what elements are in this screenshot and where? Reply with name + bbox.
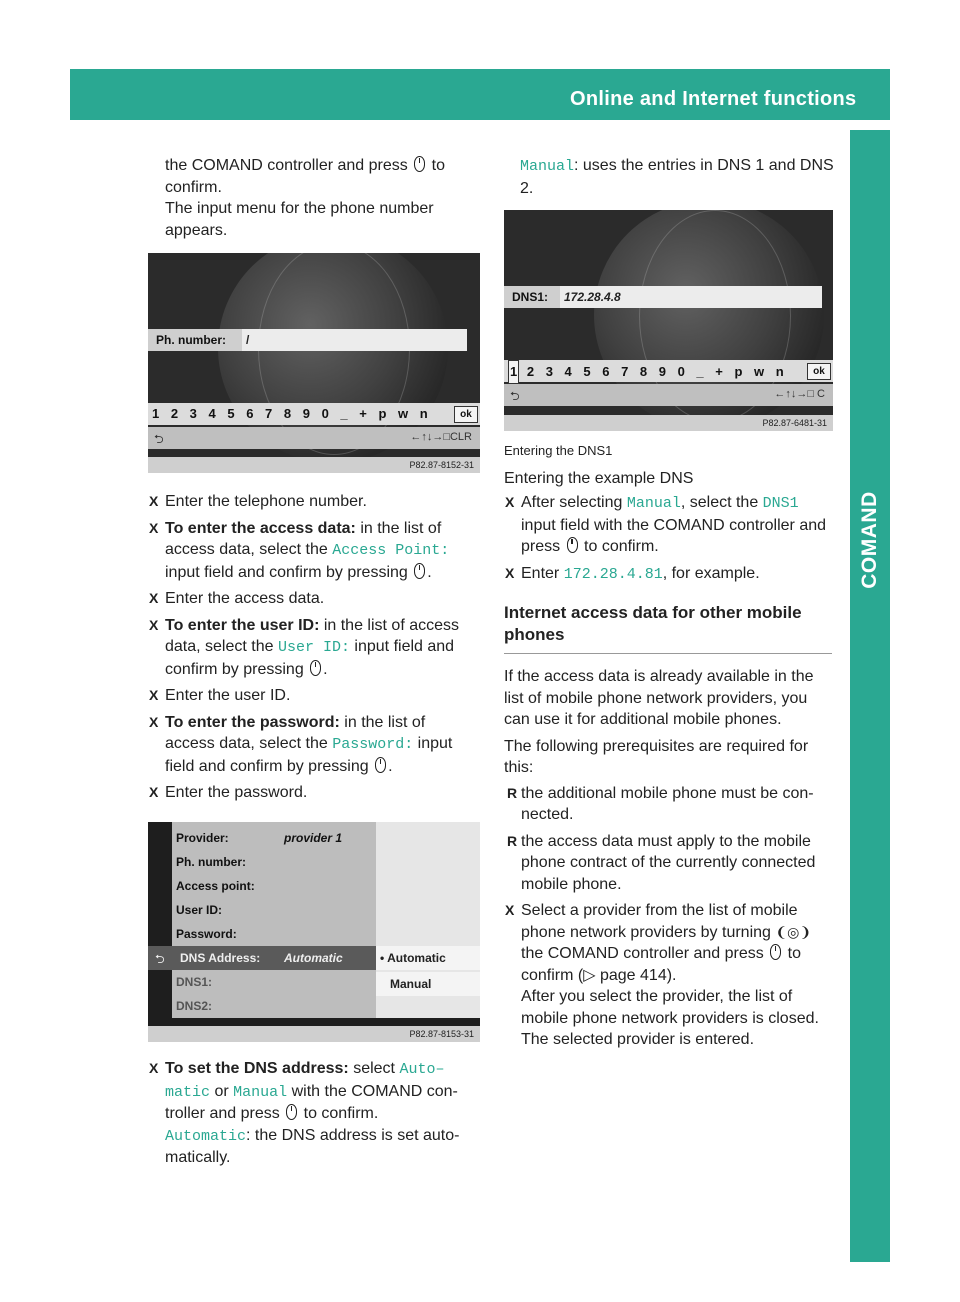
step-text: Enter the user ID. bbox=[165, 687, 291, 704]
step-marker: X bbox=[505, 494, 515, 510]
press-controller-icon bbox=[414, 563, 425, 579]
step-marker: X bbox=[149, 519, 159, 536]
header-divider bbox=[901, 69, 904, 120]
code-ip: 172.28.4.81 bbox=[563, 565, 663, 583]
step-enter-access bbox=[148, 588, 488, 610]
code-manual: Manual bbox=[626, 495, 681, 512]
toolbar bbox=[504, 384, 833, 406]
access-data-menu-screen bbox=[148, 822, 480, 1042]
code-access-point: Access Point: bbox=[332, 542, 450, 559]
para-line: list of mobile phone network providers, you bbox=[504, 689, 808, 707]
row-label: Provider: bbox=[176, 831, 229, 845]
option-manual[interactable]: Manual bbox=[376, 972, 480, 996]
menu-row-access-point[interactable]: Access point: bbox=[176, 879, 255, 893]
dns-row-highlight[interactable] bbox=[148, 946, 376, 970]
code-automatic-b: matic bbox=[165, 1083, 211, 1101]
selected-key[interactable]: 1 bbox=[508, 360, 519, 384]
image-code: P82.87-8153-31 bbox=[148, 1026, 480, 1042]
side-tab bbox=[850, 480, 890, 600]
step-text: Select a provider from the list of mobile bbox=[521, 902, 798, 919]
step-text: matically. bbox=[165, 1149, 231, 1166]
phone-number-field[interactable]: / bbox=[242, 329, 467, 351]
menu-row-provider[interactable] bbox=[176, 826, 376, 850]
bullet-marker: R bbox=[507, 784, 518, 801]
dns1-entry-screen bbox=[504, 210, 833, 431]
page-header bbox=[70, 69, 949, 120]
menu-row-password[interactable]: Password: bbox=[176, 927, 237, 941]
step-text: mobile phone network providers is closed. bbox=[521, 1009, 819, 1027]
phone-number-screen bbox=[148, 253, 480, 473]
step-text: input field and confirm by pressing bbox=[165, 563, 413, 581]
char-keyboard[interactable] bbox=[504, 360, 833, 382]
intro-line4: appears. bbox=[165, 221, 228, 239]
step-bold: To enter the password: bbox=[165, 713, 340, 731]
menu-row-dns2: DNS2: bbox=[176, 999, 213, 1013]
image-code: P82.87-8152-31 bbox=[148, 457, 480, 473]
step-text: in the list of bbox=[355, 519, 442, 537]
bullet-text: the additional mobile phone must be con- bbox=[521, 784, 814, 802]
left-steps-1 bbox=[148, 486, 488, 804]
step-text: to confirm. bbox=[299, 1105, 379, 1122]
intro-line2: confirm. bbox=[165, 178, 222, 196]
step-text: in the list of access bbox=[319, 616, 460, 634]
step-marker: X bbox=[149, 713, 159, 730]
step-text: field and confirm by pressing bbox=[165, 757, 374, 775]
step-text: After you select the provider, the list of bbox=[521, 988, 793, 1005]
cursor-tools[interactable]: ←↑↓→□CLR bbox=[410, 431, 472, 443]
para-line: If the access data is already available in the bbox=[504, 668, 814, 685]
dns1-field[interactable]: 172.28.4.8 bbox=[560, 286, 822, 308]
code-user-id: User ID: bbox=[277, 639, 350, 656]
page-number: 417 bbox=[917, 88, 949, 109]
manual-description bbox=[520, 155, 840, 199]
step-enter-user bbox=[148, 685, 488, 707]
para-line: can use it for additional mobile phones. bbox=[504, 711, 782, 728]
cursor-tools[interactable]: ←↑↓→□ C bbox=[774, 388, 825, 400]
step-text: input field and bbox=[349, 638, 455, 655]
provider-value: provider 1 bbox=[284, 831, 343, 845]
step-text: press bbox=[521, 538, 565, 555]
step-marker: X bbox=[149, 493, 159, 509]
step-text: data, select the bbox=[165, 638, 278, 655]
intro-text: the COMAND controller and press bbox=[165, 157, 413, 174]
heading-line: Internet access data for other mobile bbox=[504, 603, 802, 622]
step-marker: X bbox=[505, 902, 515, 918]
desc-text-2: 2. bbox=[520, 179, 534, 197]
paragraph-2 bbox=[504, 736, 840, 779]
toolbar bbox=[148, 427, 480, 449]
field-label: DNS1: bbox=[504, 286, 560, 308]
dns-label: DNS Address: bbox=[180, 951, 261, 965]
menu-row-user-id[interactable]: User ID: bbox=[176, 903, 223, 917]
step-text: Enter the telephone number. bbox=[165, 493, 367, 510]
image-caption: Entering the DNS1 bbox=[504, 443, 613, 458]
corner-tile bbox=[850, 1222, 890, 1262]
code-automatic: Automatic bbox=[165, 1127, 247, 1145]
bullet-text: mobile phone. bbox=[521, 875, 622, 893]
step-text: with the COMAND con- bbox=[287, 1082, 458, 1100]
step-text: Enter the access data. bbox=[165, 590, 325, 607]
step-marker: X bbox=[149, 687, 159, 703]
step-text: Enter bbox=[521, 564, 564, 582]
step-bold: To enter the access data: bbox=[165, 519, 356, 537]
bullet-text: phone contract of the currently connected bbox=[521, 854, 816, 871]
desc-text: : uses the entries in DNS 1 and DNS bbox=[574, 157, 834, 174]
ok-button[interactable]: ok bbox=[807, 363, 831, 380]
ok-button[interactable]: ok bbox=[454, 406, 478, 423]
step-text: access data, select the bbox=[165, 735, 333, 752]
bullet-text: nected. bbox=[521, 806, 574, 823]
step-text: confirm by pressing bbox=[165, 660, 309, 678]
side-tab-label: COMAND bbox=[858, 491, 881, 589]
step-text: troller and press bbox=[165, 1105, 285, 1122]
step-bold: To enter the user ID: bbox=[165, 616, 320, 634]
step-marker: X bbox=[149, 1060, 159, 1076]
press-controller-icon bbox=[567, 537, 578, 553]
bullet-marker: R bbox=[507, 832, 518, 849]
menu-row-dns1: DNS1: bbox=[176, 975, 213, 989]
step-marker: X bbox=[505, 564, 515, 581]
step-select-provider bbox=[504, 900, 840, 1051]
back-icon[interactable]: ⮌ bbox=[155, 952, 165, 966]
step-text: phone network providers by turning bbox=[521, 923, 776, 941]
step-text: input field with the COMAND controller and bbox=[521, 516, 827, 534]
step-text: , for example. bbox=[662, 564, 760, 582]
step-text: or bbox=[210, 1082, 234, 1100]
code-automatic-a: Auto– bbox=[399, 1061, 445, 1078]
step-text: The selected provider is entered. bbox=[521, 1031, 755, 1048]
image-code: P82.87-6481-31 bbox=[504, 415, 833, 431]
heading-line: phones bbox=[504, 625, 565, 644]
press-controller-icon bbox=[375, 757, 386, 773]
step-select-dns1 bbox=[504, 492, 840, 558]
step-text: After selecting bbox=[521, 494, 627, 511]
para-line: The following prerequisites are required for bbox=[504, 737, 809, 755]
press-controller-icon bbox=[286, 1104, 297, 1120]
step-access-data: X To enter the access data: in the list of access data, select the Access Point: input field and confirm by pressing . bbox=[149, 519, 450, 581]
step-dns-address bbox=[148, 1058, 488, 1169]
press-controller-icon bbox=[414, 156, 425, 172]
step-enter-phone bbox=[148, 491, 488, 513]
step-text: in the list of bbox=[339, 713, 426, 731]
step-text: Enter the password. bbox=[165, 784, 308, 801]
step-text: to bbox=[783, 945, 801, 962]
press-controller-icon bbox=[770, 944, 781, 960]
step-marker: X bbox=[149, 616, 159, 633]
para-line: this: bbox=[504, 759, 534, 776]
step-enter-password bbox=[148, 782, 488, 804]
dns-value: Automatic bbox=[284, 951, 343, 965]
menu-row-ph-number[interactable]: Ph. number: bbox=[176, 855, 247, 869]
step-text: access data, select the bbox=[165, 541, 333, 558]
paragraph-1 bbox=[504, 666, 840, 731]
bullet-connected bbox=[504, 783, 840, 826]
key-row: 2 3 4 5 6 7 8 9 0 _ + p w n bbox=[526, 364, 788, 379]
intro-text-b: to bbox=[427, 157, 445, 174]
left-steps-2 bbox=[148, 1053, 488, 1169]
step-text: input bbox=[413, 735, 453, 752]
step-password: X To enter the password: in the list of access data, select the Password: input field and confirm by pressing . bbox=[149, 713, 453, 775]
back-icon[interactable]: ⮌ bbox=[510, 389, 520, 403]
step-text: to confirm. bbox=[579, 538, 659, 555]
char-keyboard[interactable]: 1 2 3 4 5 6 7 8 9 0 _ + p w n bbox=[148, 403, 480, 425]
code-manual: Manual bbox=[520, 158, 575, 175]
step-text: select bbox=[348, 1060, 400, 1077]
section-title: Online and Internet functions bbox=[570, 88, 857, 110]
code-password: Password: bbox=[332, 736, 414, 753]
bullet-contract bbox=[504, 831, 840, 896]
subheading: Entering the example DNS bbox=[504, 469, 694, 487]
press-controller-icon bbox=[310, 660, 321, 676]
step-bold: To set the DNS address: bbox=[165, 1060, 349, 1077]
step-text: , select the bbox=[680, 494, 763, 511]
side-tab-band bbox=[850, 130, 890, 1222]
step-marker: X bbox=[149, 590, 159, 606]
step-marker: X bbox=[149, 784, 159, 800]
field-label: Ph. number: bbox=[148, 329, 242, 351]
step-user-id: X To enter the user ID: in the list of access data, select the User ID: input field and confirm by pressing . bbox=[149, 616, 460, 678]
step-enter-ip bbox=[504, 563, 840, 586]
left-intro bbox=[148, 155, 488, 241]
heading-rule bbox=[504, 653, 832, 654]
right-body bbox=[504, 440, 840, 1051]
intro-line3: The input menu for the phone number bbox=[165, 200, 434, 217]
step-text: the COMAND controller and press bbox=[521, 945, 769, 962]
turn-controller-icon: ❨◎❩ bbox=[775, 923, 812, 940]
bullet-text: the access data must apply to the mobile bbox=[521, 832, 811, 850]
code-dns1: DNS1 bbox=[762, 495, 799, 512]
section-heading bbox=[504, 602, 840, 646]
step-text: : the DNS address is set auto- bbox=[246, 1126, 460, 1144]
option-automatic[interactable]: • Automatic bbox=[376, 946, 480, 970]
step-text: confirm (▷ page 414). bbox=[521, 966, 677, 984]
code-manual: Manual bbox=[233, 1083, 288, 1101]
back-icon[interactable]: ⮌ bbox=[154, 432, 164, 446]
